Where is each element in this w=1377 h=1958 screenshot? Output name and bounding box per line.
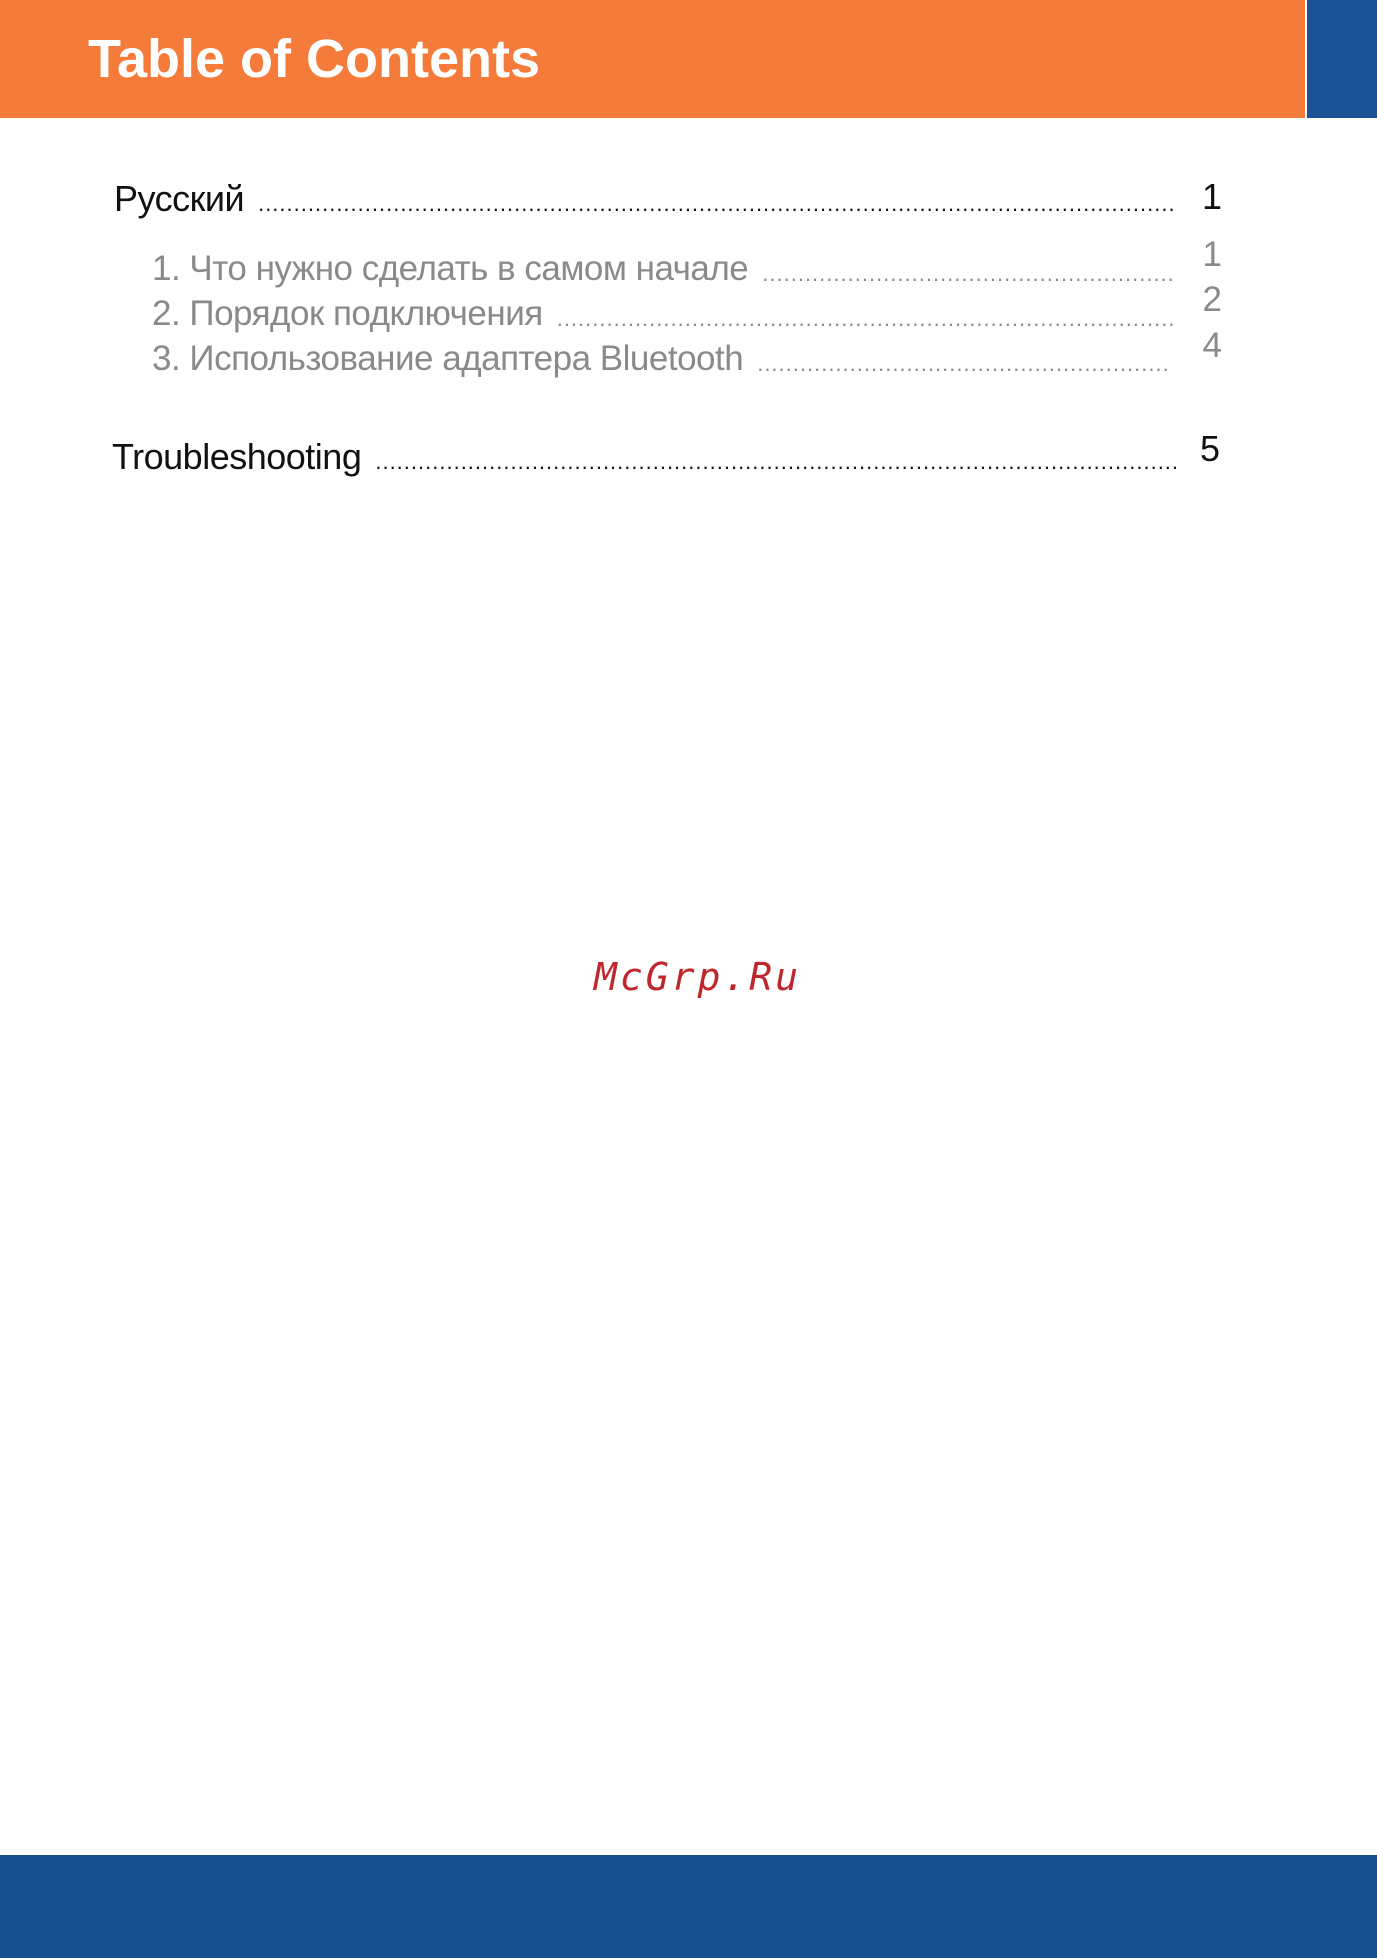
toc-dot-leader (375, 446, 1176, 478)
toc-page-number: 1 (1201, 176, 1222, 217)
toc-subentry-label: 3. Использование адаптера Bluetooth (152, 339, 744, 378)
toc-entry-label: Troubleshooting (112, 436, 362, 477)
toc-page-number: 4 (1202, 326, 1222, 365)
toc-subentry-connection-order[interactable] (152, 293, 1176, 335)
watermark-text: McGrp.Ru (594, 955, 802, 999)
toc-page-number: 2 (1202, 280, 1222, 319)
page-title: Table of Contents (88, 29, 540, 89)
toc-subentry-label: 1. Что нужно сделать в самом начале (152, 249, 749, 288)
toc-subentry-label: 2. Порядок подключения (152, 294, 543, 333)
footer-bar (0, 1855, 1377, 1958)
toc-dot-leader (258, 188, 1176, 220)
toc-page-number: 5 (1199, 428, 1220, 469)
toc-dot-leader (757, 348, 1170, 380)
toc-subentry-using-bluetooth-adapter[interactable] (152, 338, 1170, 380)
toc-entry-troubleshooting[interactable] (112, 436, 1176, 478)
header-bar (0, 0, 1305, 118)
toc-entry-label: Русский (114, 178, 245, 219)
toc-subentry-getting-started[interactable] (152, 248, 1176, 290)
toc-entry-russian[interactable] (114, 178, 1176, 220)
toc-dot-leader (557, 303, 1176, 335)
toc-page-number: 1 (1202, 235, 1222, 274)
toc-dot-leader (762, 258, 1176, 290)
header-corner-block (1307, 0, 1377, 118)
